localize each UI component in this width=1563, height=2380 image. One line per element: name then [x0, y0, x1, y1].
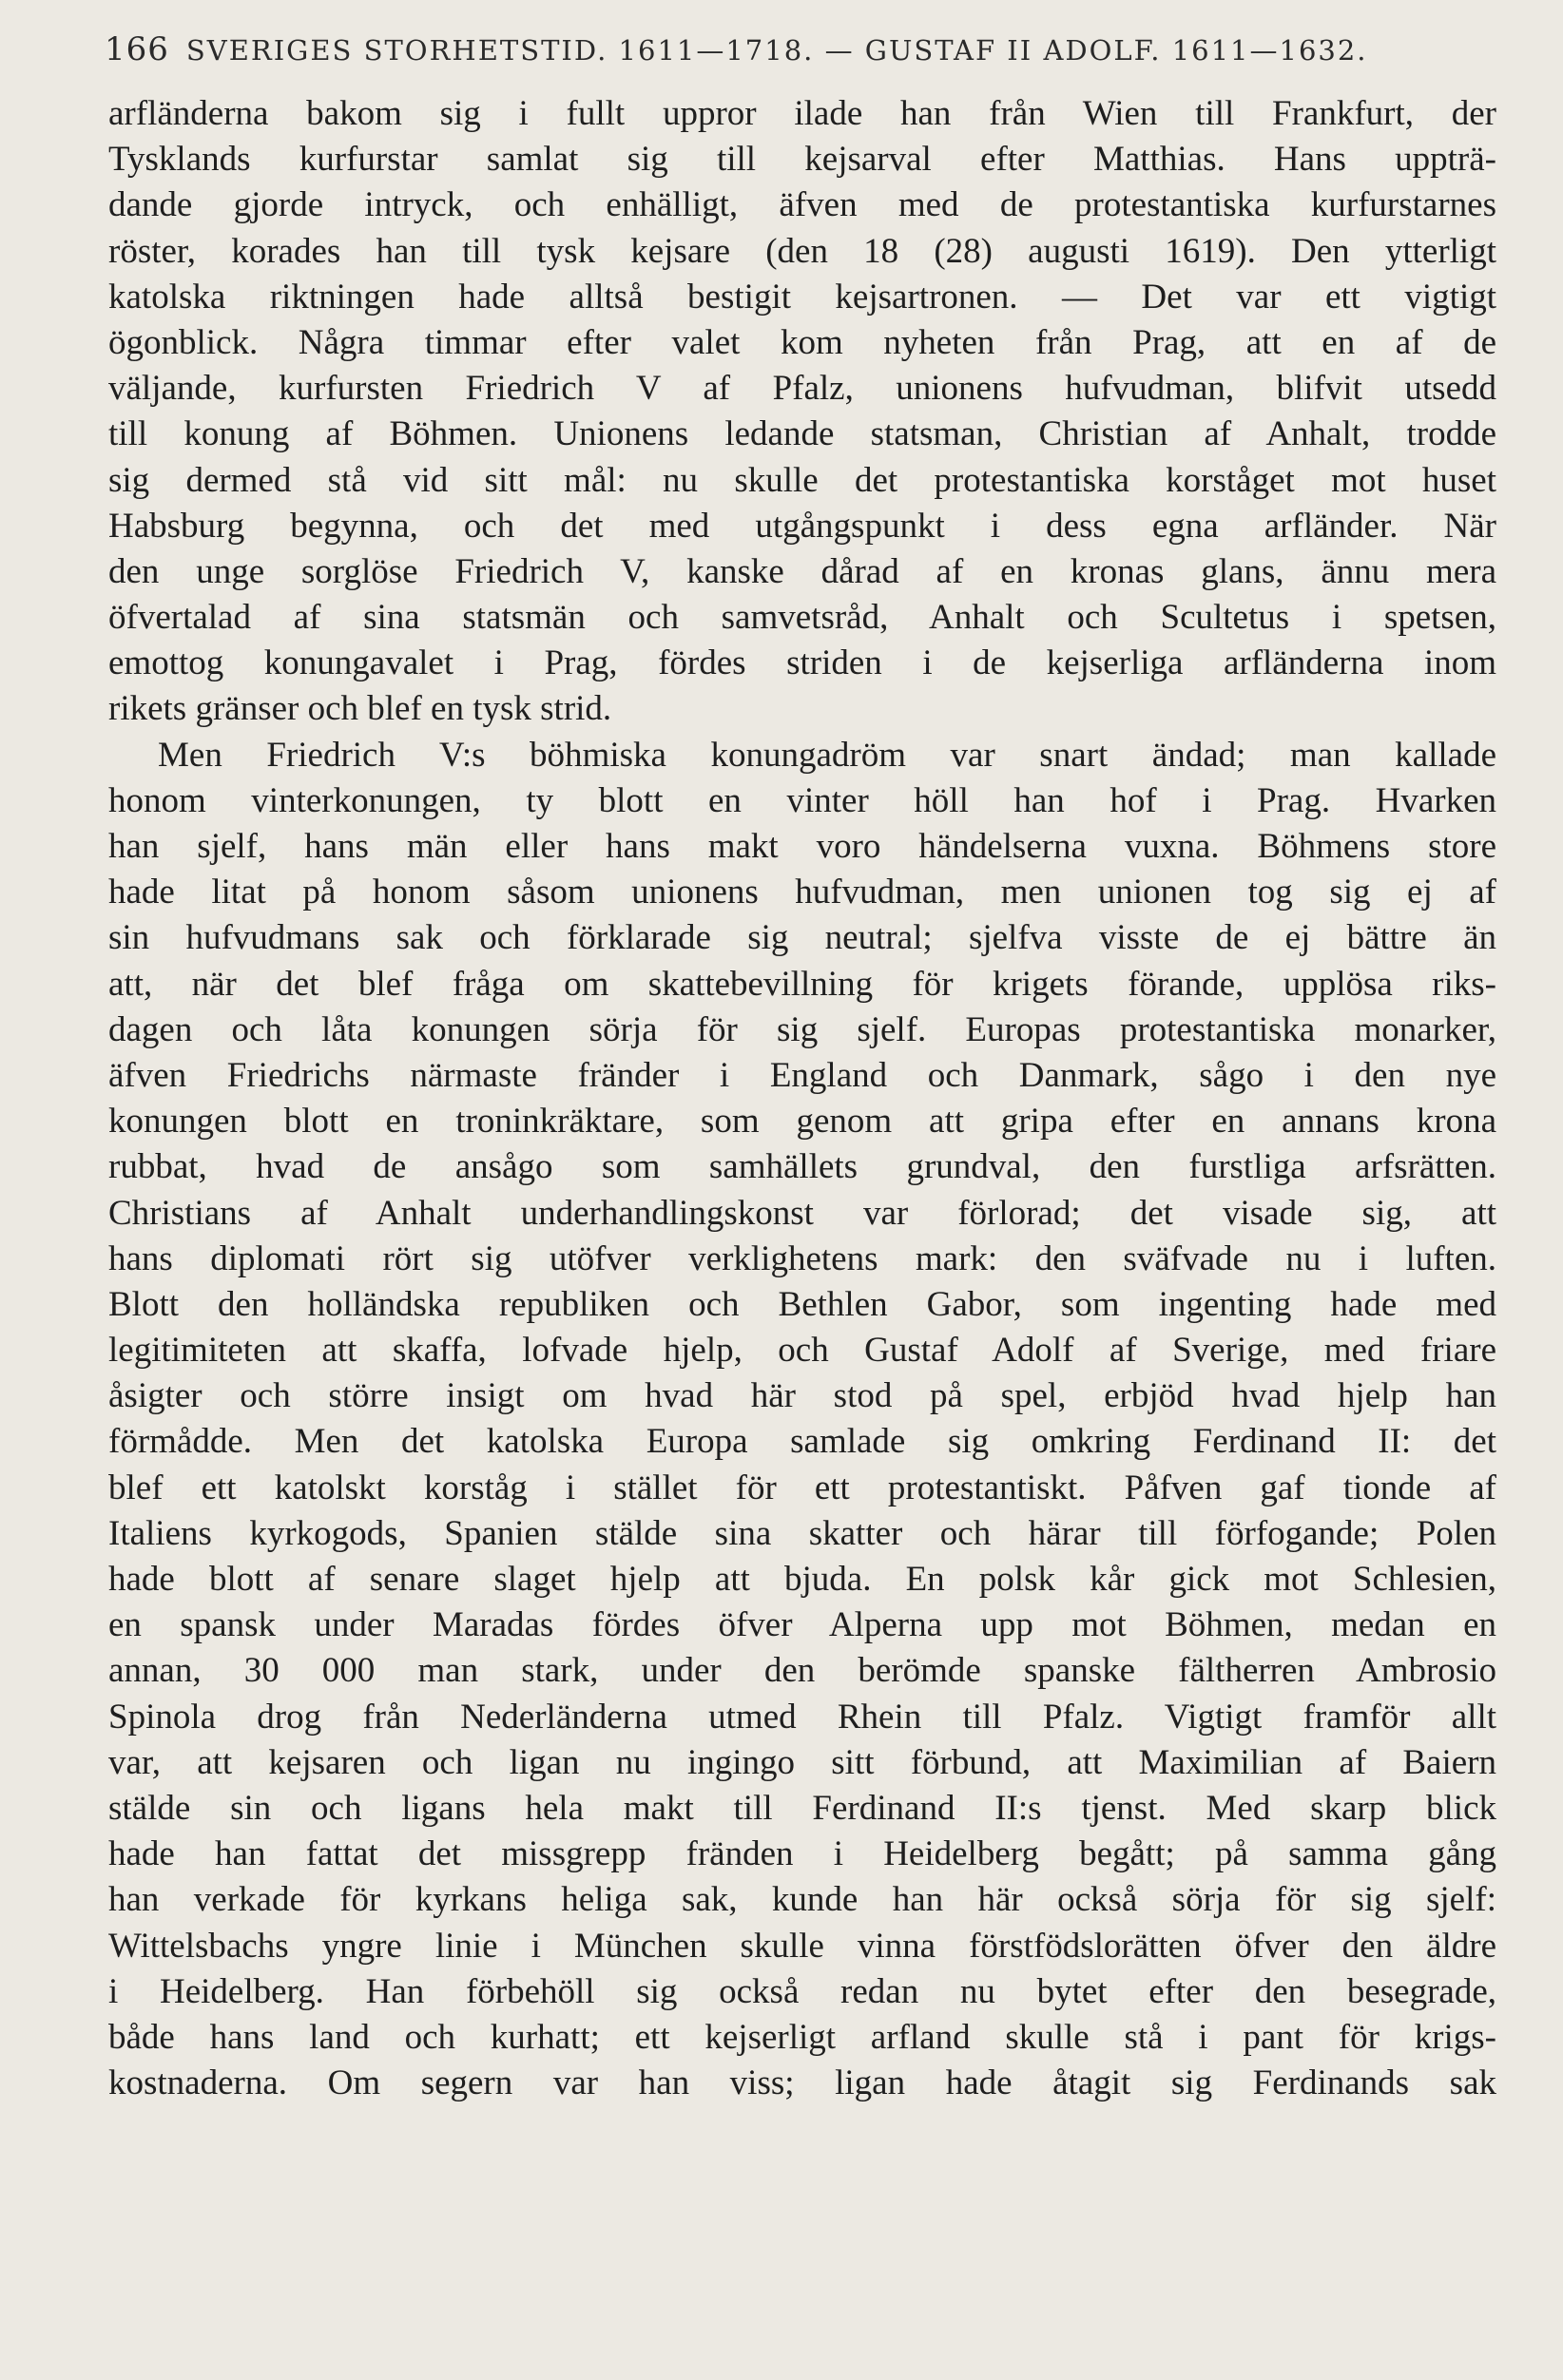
text-line: han verkade för kyrkans heliga sak, kunde han här också sörja för sig sjelf:: [108, 1880, 1496, 1920]
text-line: dagen och låta konungen sörja för sig sjelf. Europas protestantiska monarker,: [108, 1009, 1496, 1049]
text-line: var, att kejsaren och ligan nu ingingo sitt förbund, att Maximilian af Baiern: [108, 1742, 1496, 1782]
text-line: Italiens kyrkogods, Spanien stälde sina skatter och härar till förfogande; Polen: [108, 1513, 1496, 1553]
text-line: åsigter och större insigt om hvad här stod på spel, erbjöd hvad hjelp han: [108, 1376, 1496, 1416]
text-line: katolska riktningen hade alltså bestigit kejsartronen. — Det var ett vigtigt: [108, 277, 1496, 317]
text-line: annan, 30 000 man stark, under den berömde spanske fältherren Ambrosio: [108, 1651, 1496, 1691]
paragraph-last-line: rikets gränser och blef en tysk strid.: [108, 689, 612, 729]
text-line: blef ett katolskt korståg i stället för ett protestantiskt. Påfven gaf tionde af: [108, 1468, 1496, 1507]
text-line: hade blott af senare slaget hjelp att bjuda. En polsk kår gick mot Schlesien,: [108, 1560, 1496, 1599]
text-line: ögonblick. Några timmar efter valet kom nyheten från Prag, att en af de: [108, 322, 1496, 362]
paragraph-first-line: Men Friedrich V:s böhmiska konungadröm var snart ändad; man kallade: [158, 735, 1496, 775]
text-line: en spansk under Maradas fördes öfver Alperna upp mot Böhmen, medan en: [108, 1605, 1496, 1645]
text-line: rubbat, hvad de ansågo som samhällets grundval, den furstliga arfsrätten.: [108, 1147, 1496, 1187]
text-line: både hans land och kurhatt; ett kejserligt arfland skulle stå i pant för krigs-: [108, 2017, 1496, 2057]
text-line: Habsburg begynna, och det med utgångspunkt i dess egna arfländer. När: [108, 506, 1496, 546]
running-head: [105, 30, 1493, 76]
text-line: honom vinterkonungen, ty blott en vinter höll han hof i Prag. Hvarken: [108, 780, 1496, 820]
text-line: dande gjorde intryck, och enhälligt, äfven med de protestantiska kurfurstarnes: [108, 185, 1496, 225]
text-line: sig dermed stå vid sitt mål: nu skulle det protestantiska korståget mot huset: [108, 460, 1496, 500]
text-line: väljande, kurfursten Friedrich V af Pfalz, unionens hufvudman, blifvit utsedd: [108, 369, 1496, 409]
text-line: äfven Friedrichs närmaste fränder i England och Danmark, sågo i den nye: [108, 1055, 1496, 1095]
body-text: [108, 91, 1496, 2106]
text-line: stälde sin och ligans hela makt till Ferdinand II:s tjenst. Med skarp blick: [108, 1788, 1496, 1828]
text-line: den unge sorglöse Friedrich V, kanske dårad af en kronas glans, ännu mera: [108, 551, 1496, 591]
text-line: öfvertalad af sina statsmän och samvetsråd, Anhalt och Scultetus i spetsen,: [108, 598, 1496, 638]
text-line: Spinola drog från Nederländerna utmed Rhein till Pfalz. Vigtigt framför allt: [108, 1697, 1496, 1737]
text-line: arfländerna bakom sig i fullt uppror ilade han från Wien till Frankfurt, der: [108, 94, 1496, 133]
text-line: Tysklands kurfurstar samlat sig till kejsarval efter Matthias. Hans uppträ-: [108, 140, 1496, 180]
text-line: Wittelsbachs yngre linie i München skulle vinna förstfödslorätten öfver den äldre: [108, 1926, 1496, 1966]
text-line: i Heidelberg. Han förbehöll sig också redan nu bytet efter den besegrade,: [108, 1971, 1496, 2011]
text-line: Christians af Anhalt underhandlingskonst var förlorad; det visade sig, att: [108, 1193, 1496, 1233]
text-line: Blott den holländska republiken och Bethlen Gabor, som ingenting hade med: [108, 1284, 1496, 1324]
text-line: kostnaderna. Om segern var han viss; ligan hade åtagit sig Ferdinands sak: [108, 2063, 1496, 2103]
text-line: hade han fattat det missgrepp fränden i Heidelberg begått; på samma gång: [108, 1834, 1496, 1874]
text-line: till konung af Böhmen. Unionens ledande statsman, Christian af Anhalt, trodde: [108, 414, 1496, 454]
text-line: legitimiteten att skaffa, lofvade hjelp, och Gustaf Adolf af Sverige, med friare: [108, 1331, 1496, 1371]
text-line: emottog konungavalet i Prag, fördes striden i de kejserliga arfländerna inom: [108, 643, 1496, 683]
text-line: förmådde. Men det katolska Europa samlade sig omkring Ferdinand II: det: [108, 1422, 1496, 1462]
page-number: 166: [105, 30, 169, 68]
text-line: sin hufvudmans sak och förklarade sig neutral; sjelfva visste de ej bättre än: [108, 918, 1496, 958]
text-line: hade litat på honom såsom unionens hufvudman, men unionen tog sig ej af: [108, 873, 1496, 912]
text-line: att, när det blef fråga om skattebevillning för krigets förande, upplösa riks-: [108, 964, 1496, 1004]
running-title: SVERIGES STORHETSTID. 1611—1718. — GUSTAF II ADOLF. 1611—1632.: [185, 34, 1368, 67]
text-line: hans diplomati rört sig utöfver verklighetens mark: den sväfvade nu i luften.: [108, 1238, 1496, 1278]
text-line: konungen blott en troninkräktare, som genom att gripa efter en annans krona: [108, 1102, 1496, 1142]
text-line: röster, korades han till tysk kejsare (den 18 (28) augusti 1619). Den ytterligt: [108, 231, 1496, 271]
text-line: han sjelf, hans män eller hans makt voro händelserna vuxna. Böhmens store: [108, 827, 1496, 866]
